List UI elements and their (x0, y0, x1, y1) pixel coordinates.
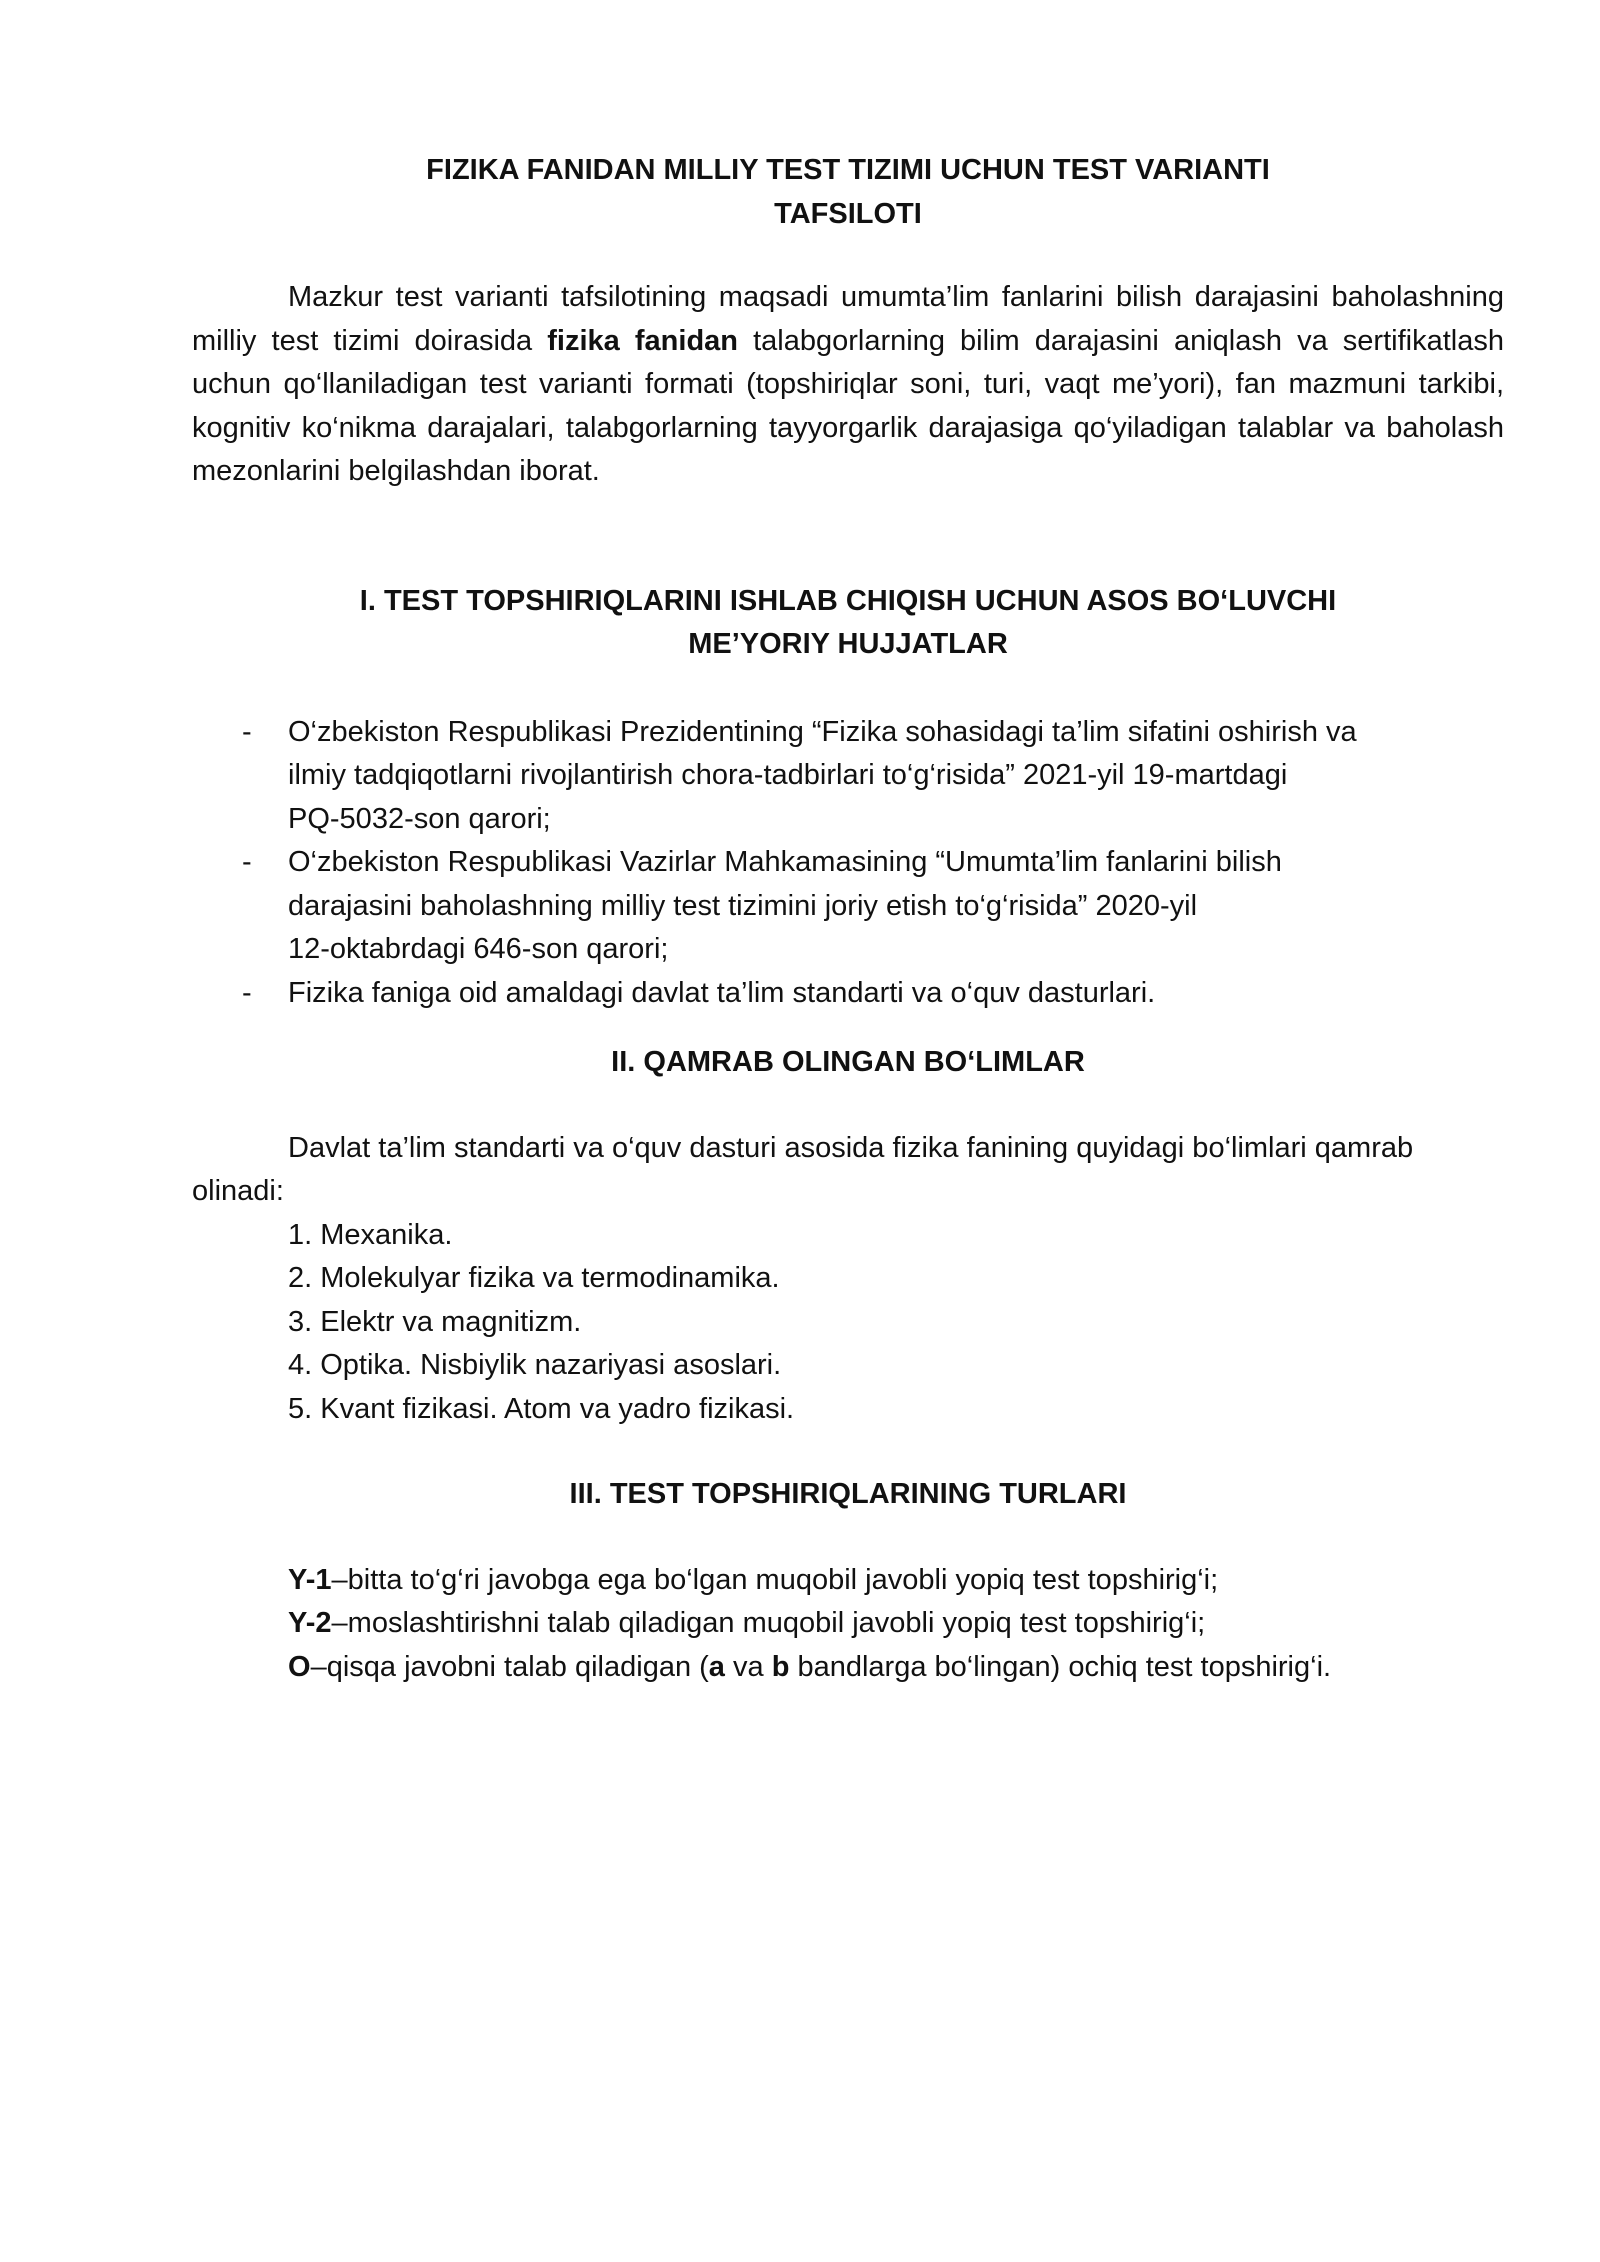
test-type-description-part1: –qisqa javobni talab qiladigan ( (310, 1650, 709, 1683)
document-title-line1: FIZIKA FANIDAN MILLIY TEST TIZIMI UCHUN TEST VARIANTI (426, 154, 1270, 186)
document-title (192, 148, 1504, 236)
list-item: 1. Mexanika. (288, 1218, 453, 1251)
normative-documents-list (192, 711, 1504, 1016)
list-item: 4. Optika. Nisbiylik nazariyasi asoslari. (288, 1349, 782, 1381)
covered-sections-list (192, 1214, 1504, 1432)
test-type-y2 (288, 1602, 1504, 1646)
list-item-line: PQ-5032-son qarori; (288, 802, 551, 835)
list-bullet: - (242, 846, 252, 878)
test-type-description-part2: va (724, 1650, 772, 1683)
test-type-bold-a: a (708, 1650, 725, 1683)
list-item-line: O‘zbekiston Respublikasi Vazirlar Mahkamasining “Umumta’lim fanlarini bilish (288, 846, 1282, 878)
test-type-code: Y-1 (288, 1563, 332, 1596)
list-item-line: O‘zbekiston Respublikasi Prezidentining “Fizika sohasidagi ta’lim sifatini oshirish va (288, 715, 1357, 748)
test-type-description-part3: bandlarga bo‘lingan) ochiq test topshirig‘i. (789, 1650, 1332, 1683)
section2-heading: II. QAMRAB OLINGAN BO‘LIMLAR (611, 1046, 1085, 1078)
test-type-code: Y-2 (288, 1607, 332, 1639)
section3-heading: III. TEST TOPSHIRIQLARINING TURLARI (569, 1478, 1127, 1510)
list-item (192, 972, 1504, 1016)
test-type-o (288, 1646, 1504, 1690)
test-type-description: –moslashtirishni talab qiladigan muqobil javobli yopiq test topshirig‘i; (331, 1607, 1206, 1639)
test-type-code: O (288, 1650, 311, 1683)
intro-text-part1: Mazkur test varianti tafsilotining maqsadi umumta’lim fanlarini bilish darajasini baholashning milliy test tizimi doirasida (192, 281, 1504, 357)
test-types-list (288, 1559, 1504, 1690)
list-bullet: - (242, 976, 252, 1009)
test-type-y1 (288, 1559, 1504, 1603)
list-item: 5. Kvant fizikasi. Atom va yadro fizikasi. (288, 1392, 795, 1425)
section1-heading (192, 580, 1504, 667)
list-item: 2. Molekulyar fizika va termodinamika. (288, 1262, 780, 1294)
document-content (192, 148, 1504, 1689)
list-item-line: Fizika faniga oid amaldagi davlat ta’lim standarti va o‘quv dasturlari. (288, 976, 1156, 1009)
list-item-line: ilmiy tadqiqotlarni rivojlantirish chora-tadbirlari to‘g‘risida” 2021-yil 19-martdagi (288, 759, 1288, 791)
list-item: 3. Elektr va magnitizm. (288, 1305, 582, 1338)
section1-heading-line1: I. TEST TOPSHIRIQLARINI ISHLAB CHIQISH UCHUN ASOS BO‘LUVCHI (359, 584, 1337, 617)
test-type-bold-b: b (771, 1650, 790, 1683)
intro-paragraph (192, 276, 1504, 494)
section2-intro: Davlat ta’lim standarti va o‘quv dasturi asosida fizika fanining quyidagi bo‘limlari qamrab olinadi: (192, 1131, 1414, 1207)
test-type-description: –bitta to‘g‘ri javobga ega bo‘lgan muqobil javobli yopiq test topshirig‘i; (331, 1563, 1219, 1596)
section1-heading-line2: ME’YORIY HUJJATLAR (688, 628, 1008, 660)
list-item (192, 841, 1504, 972)
intro-text-part2: talabgorlarning bilim darajasini aniqlash va sertifikatlash uchun qo‘llaniladigan test varianti formati (topshiriqlar soni, turi, vaqt me’yori), fan mazmuni tarkibi, kognitiv ko‘nikma darajalari, talabgorlarning tayyorgarlik darajasiga qo‘yiladigan talablar va baholash mezonlarini belgilashdan iborat. (192, 324, 1504, 487)
document-title-line2: TAFSILOTI (774, 198, 922, 230)
list-item (192, 711, 1504, 842)
intro-bold-subject: fizika fanidan (547, 324, 738, 357)
list-item-line: 12-oktabrdagi 646-son qarori; (288, 933, 669, 965)
list-bullet: - (242, 715, 252, 748)
list-item-line: darajasini baholashning milliy test tizimini joriy etish to‘g‘risida” 2020-yil (288, 889, 1198, 922)
